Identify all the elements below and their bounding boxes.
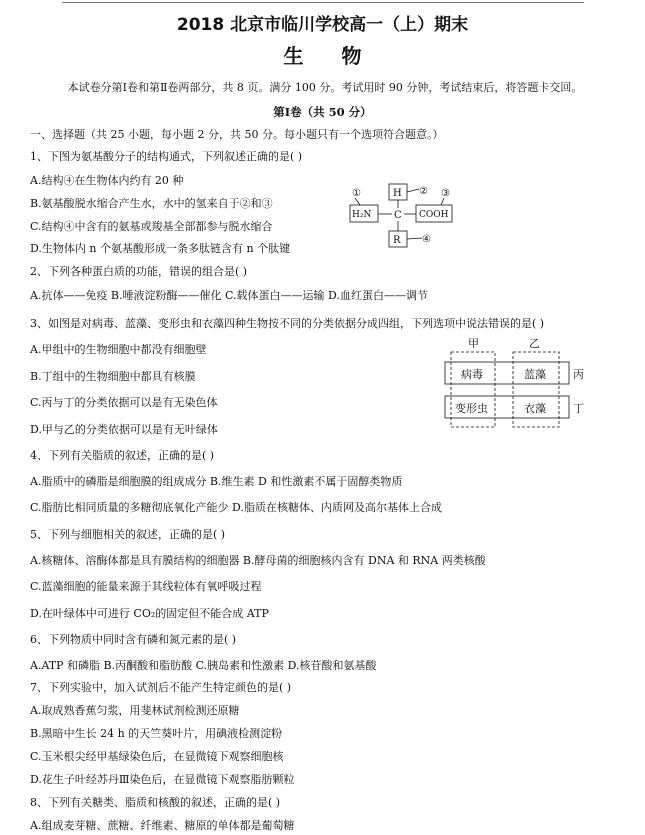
question-line: A.组成麦芽糖、蔗糖、纤维素、糖原的单体都是葡萄糖 [30,819,295,832]
group-jia-label: 甲 [468,337,479,350]
question-line: 8、下列有关糖类、脂质和核酸的叙述，正确的是( ) [30,796,281,809]
label-4: ④ [422,234,431,245]
group-bing-label: 丙 [573,368,584,381]
question-line: B.丁组中的生物细胞中都具有核膜 [30,370,196,383]
carboxyl-group: COOH [419,210,449,220]
question-line: D.在叶绿体中可进行 CO₂的固定但不能合成 ATP [30,607,269,620]
question-line: D.花生子叶经苏丹Ⅲ染色后，在显微镜下观察脂肪颗粒 [30,773,295,786]
amoeba-label: 变形虫 [455,402,488,415]
chlamydomonas-label: 衣藻 [524,402,546,415]
question-line: 3、如图是对病毒、蓝藻、变形虫和衣藻四种生物按不同的分类依据分成四组，下列选项中说法错误的是( ) [30,317,545,330]
group-ding-label: 丁 [573,402,584,415]
question-line: D.甲与乙的分类依据可以是有无叶绿体 [30,423,218,436]
question-line: A.结构④在生物体内约有 20 种 [30,174,184,187]
part-heading: 第Ⅰ卷（共 50 分） [273,105,372,119]
group-jia-box [451,352,495,427]
exam-instructions: 本试卷分第Ⅰ卷和第Ⅱ卷两部分，共 8 页。满分 100 分。考试用时 90 分钟，考试结束后，将答题卡交回。 [67,81,583,94]
virus-label: 病毒 [461,368,483,381]
question-line: 7、下列实验中，加入试剂后不能产生特定颜色的是( ) [30,681,292,694]
question-line: 2、下列各种蛋白质的功能，错误的组合是( ) [30,265,248,278]
label-3: ③ [441,188,450,199]
amino-acid-structure-diagram [340,176,470,254]
amino-group: H₂N [352,210,372,220]
question-line: 4、下列有关脂质的叙述，正确的是( ) [30,449,215,462]
question-line: C.蓝藻细胞的能量来源于其线粒体有氧呼吸过程 [30,580,262,593]
question-line: C.结构④中含有的氨基或羧基全部都参与脱水缩合 [30,220,273,233]
question-line: C.丙与丁的分类依据可以是有无染色体 [30,396,218,409]
r-group: R [393,235,401,246]
label-2: ② [419,186,428,197]
question-line: B.黑暗中生长 24 h 的天竺葵叶片，用碘液检测淀粉 [30,727,283,740]
question-line: A.甲组中的生物细胞中都没有细胞壁 [30,343,207,356]
label-1: ① [352,188,361,199]
question-line: D.生物体内 n 个氨基酸形成一条多肽链含有 n 个肽键 [30,242,291,255]
question-line: A.脂质中的磷脂是细胞膜的组成成分 B.维生素 D 和性激素不属于固醇类物质 [30,475,403,488]
question-line: A.抗体——免疫 B.唾液淀粉酶——催化 C.载体蛋白——运输 D.血红蛋白——调节 [30,289,428,302]
question-line: 6、下列物质中同时含有磷和氮元素的是( ) [30,633,237,646]
question-line: A.核糖体、溶酶体都是具有膜结构的细胞器 B.酵母菌的细胞核内含有 DNA 和 RNA 两类核酸 [30,554,486,567]
group-yi-box [513,352,559,427]
question-line: A.取成熟香蕉匀浆，用斐林试剂检测还原糖 [30,704,240,717]
group-yi-label: 乙 [529,337,540,350]
header-rule [62,2,584,3]
question-line: 一、选择题（共 25 小题，每小题 2 分，共 50 分。每小题只有一个选项符合题意。） [30,128,444,141]
cyanobacteria-label: 蓝藻 [524,368,546,381]
classification-diagram [440,334,600,432]
question-line: A.ATP 和磷脂 B.丙酮酸和脂肪酸 C.胰岛素和性激素 D.核苷酸和氨基酸 [30,659,377,672]
h-atom: H [393,188,402,199]
question-line: B.氨基酸脱水缩合产生水，水中的氢来自于②和③ [30,197,273,210]
question-line: 1、下图为氨基酸分子的结构通式，下列叙述正确的是( ) [30,150,303,163]
question-line: C.玉米根尖经甲基绿染色后，在显微镜下观察细胞核 [30,750,284,763]
exam-title: 2018 北京市临川学校高一（上）期末 [176,15,469,35]
central-carbon: C [394,210,402,221]
question-line: C.脂肪比相同质量的多糖彻底氧化产能少 D.脂质在核糖体、内质网及高尔基体上合成 [30,501,442,514]
question-line: 5、下列与细胞相关的叙述，正确的是( ) [30,528,226,541]
exam-subject: 生物 [283,44,400,68]
